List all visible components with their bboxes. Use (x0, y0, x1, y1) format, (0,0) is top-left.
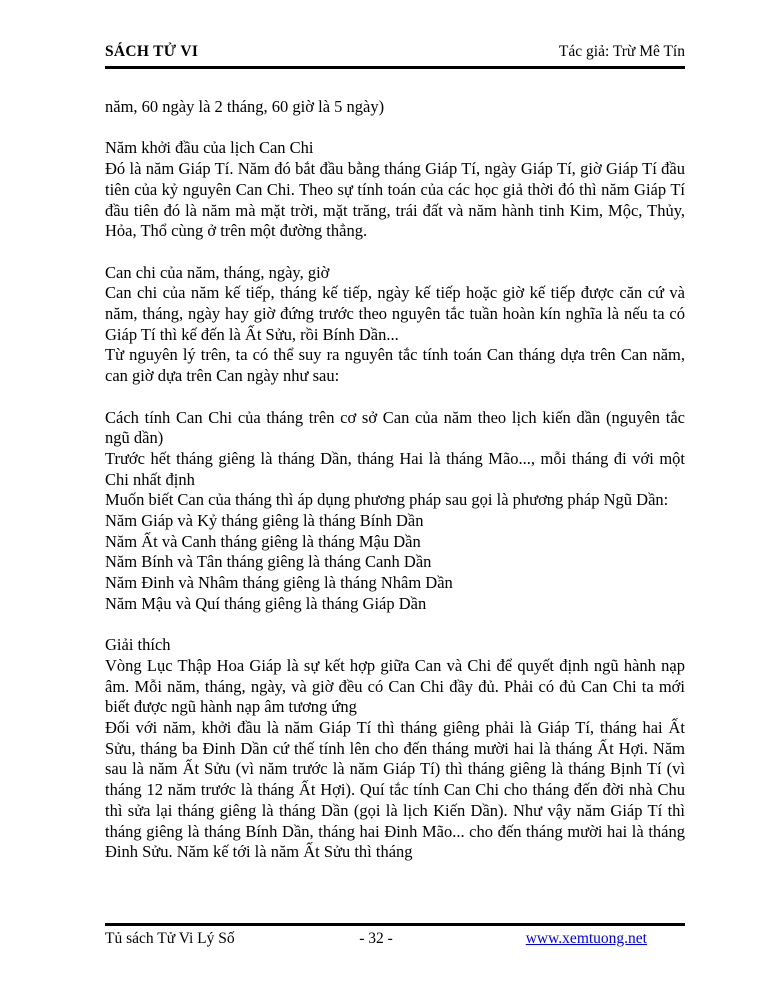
footer-page-number: - 32 - (359, 930, 393, 947)
footer-series-title: Tủ sách Tử Vi Lý Số (105, 930, 235, 947)
footer-rule (105, 923, 685, 926)
paragraph: Muốn biết Can của tháng thì áp dụng phương pháp sau gọi là phương pháp Ngũ Dần: (105, 490, 669, 510)
rule-list-item: Năm Giáp và Kỷ tháng giêng là tháng Bính Dần (105, 511, 424, 531)
footer-website-container (526, 929, 647, 949)
rule-list-item: Năm Bính và Tân tháng giêng là tháng Canh Dần (105, 552, 432, 572)
paragraph: Vòng Lục Thập Hoa Giáp là sự kết hợp giữa Can và Chi để quyết định ngũ hành nạp âm. Mỗi năm, tháng, ngày, và giờ đều có Can Chi đầy đủ. Phải có đủ Can Chi ta mới biết được ngũ hành nạp âm tương ứng (105, 655, 685, 717)
section-heading-cach-tinh: Cách tính Can Chi của tháng trên cơ sở Can của năm theo lịch kiến dần (nguyên tắc ngũ dần) (105, 407, 685, 448)
paragraph-continuation: năm, 60 ngày là 2 tháng, 60 giờ là 5 ngày) (105, 97, 385, 116)
page-body (105, 97, 685, 863)
page-header (105, 42, 685, 62)
section-heading-nam-khoi-dau: Năm khởi đầu của lịch Can Chi (105, 138, 314, 158)
rule-list-item: Năm Đinh và Nhâm tháng giêng là tháng Nhâm Dần (105, 573, 453, 593)
paragraph: Trước hết tháng giêng là tháng Dần, tháng Hai là tháng Mão..., mỗi tháng đi với một Chi nhất định (105, 448, 685, 489)
section-heading-can-chi: Can chi của năm, tháng, ngày, giờ (105, 262, 330, 282)
footer-website-link[interactable]: www.xemtuong.net (525, 930, 647, 947)
rule-list-item: Năm Ất và Canh tháng giêng là tháng Mậu Dần (105, 531, 421, 551)
header-rule (105, 66, 685, 69)
paragraph: Can chi của năm kế tiếp, tháng kế tiếp, ngày kế tiếp hoặc giờ kế tiếp được căn cứ và năm, tháng, ngày hay giờ đứng trước theo nguyên tắc tuần hoàn kín nghĩa là nếu ta có Giáp Tí thì kế đến là Ất Sửu, rồi Bính Dần... (105, 283, 685, 344)
header-author: Tác giả: Trừ Mê Tín (558, 43, 685, 60)
paragraph: Đối với năm, khởi đầu là năm Giáp Tí thì tháng giêng phải là Giáp Tí, tháng hai Ất Sửu, tháng ba Đinh Dần cứ thế tính lên cho đến tháng mười hai là tháng Ất Hợi. Năm sau là năm Ất Sửu (vì năm trước là năm Giáp Tí) thì tháng giêng là tháng Bịnh Tí (vì tháng 12 năm trước là tháng Ất Hợi). Quí tắc tính Can Chi cho tháng đến đời nhà Chu thì sửa lại tháng giêng là tháng Dần (gọi là lịch Kiến Dần). Như vậy năm Giáp Tí thì tháng giêng là tháng Bính Dần, tháng hai Đinh Mão... cho đến tháng mười hai là tháng Đinh Sửu. Năm kế tới là năm Ất Sửu thì tháng (105, 718, 685, 862)
header-book-title: SÁCH TỬ VI (105, 43, 199, 60)
rule-list-item: Năm Mậu và Quí tháng giêng là tháng Giáp Dần (105, 593, 427, 613)
paragraph: Từ nguyên lý trên, ta có thể suy ra nguyên tắc tính toán Can tháng dựa trên Can năm, can giờ dựa trên Can ngày như sau: (105, 345, 685, 386)
paragraph: Đó là năm Giáp Tí. Năm đó bắt đầu bằng tháng Giáp Tí, ngày Giáp Tí, giờ Giáp Tí đầu tiên của kỷ nguyên Can Chi. Theo sự tính toán của các học giả thời đó thì năm Giáp Tí đầu tiên đó là năm mà mặt trời, mặt trăng, trái đất và năm hành tinh Kim, Mộc, Thủy, Hỏa, Thổ cùng ở trên một đường thẳng. (105, 159, 685, 241)
section-heading-giai-thich: Giải thích (105, 635, 171, 655)
